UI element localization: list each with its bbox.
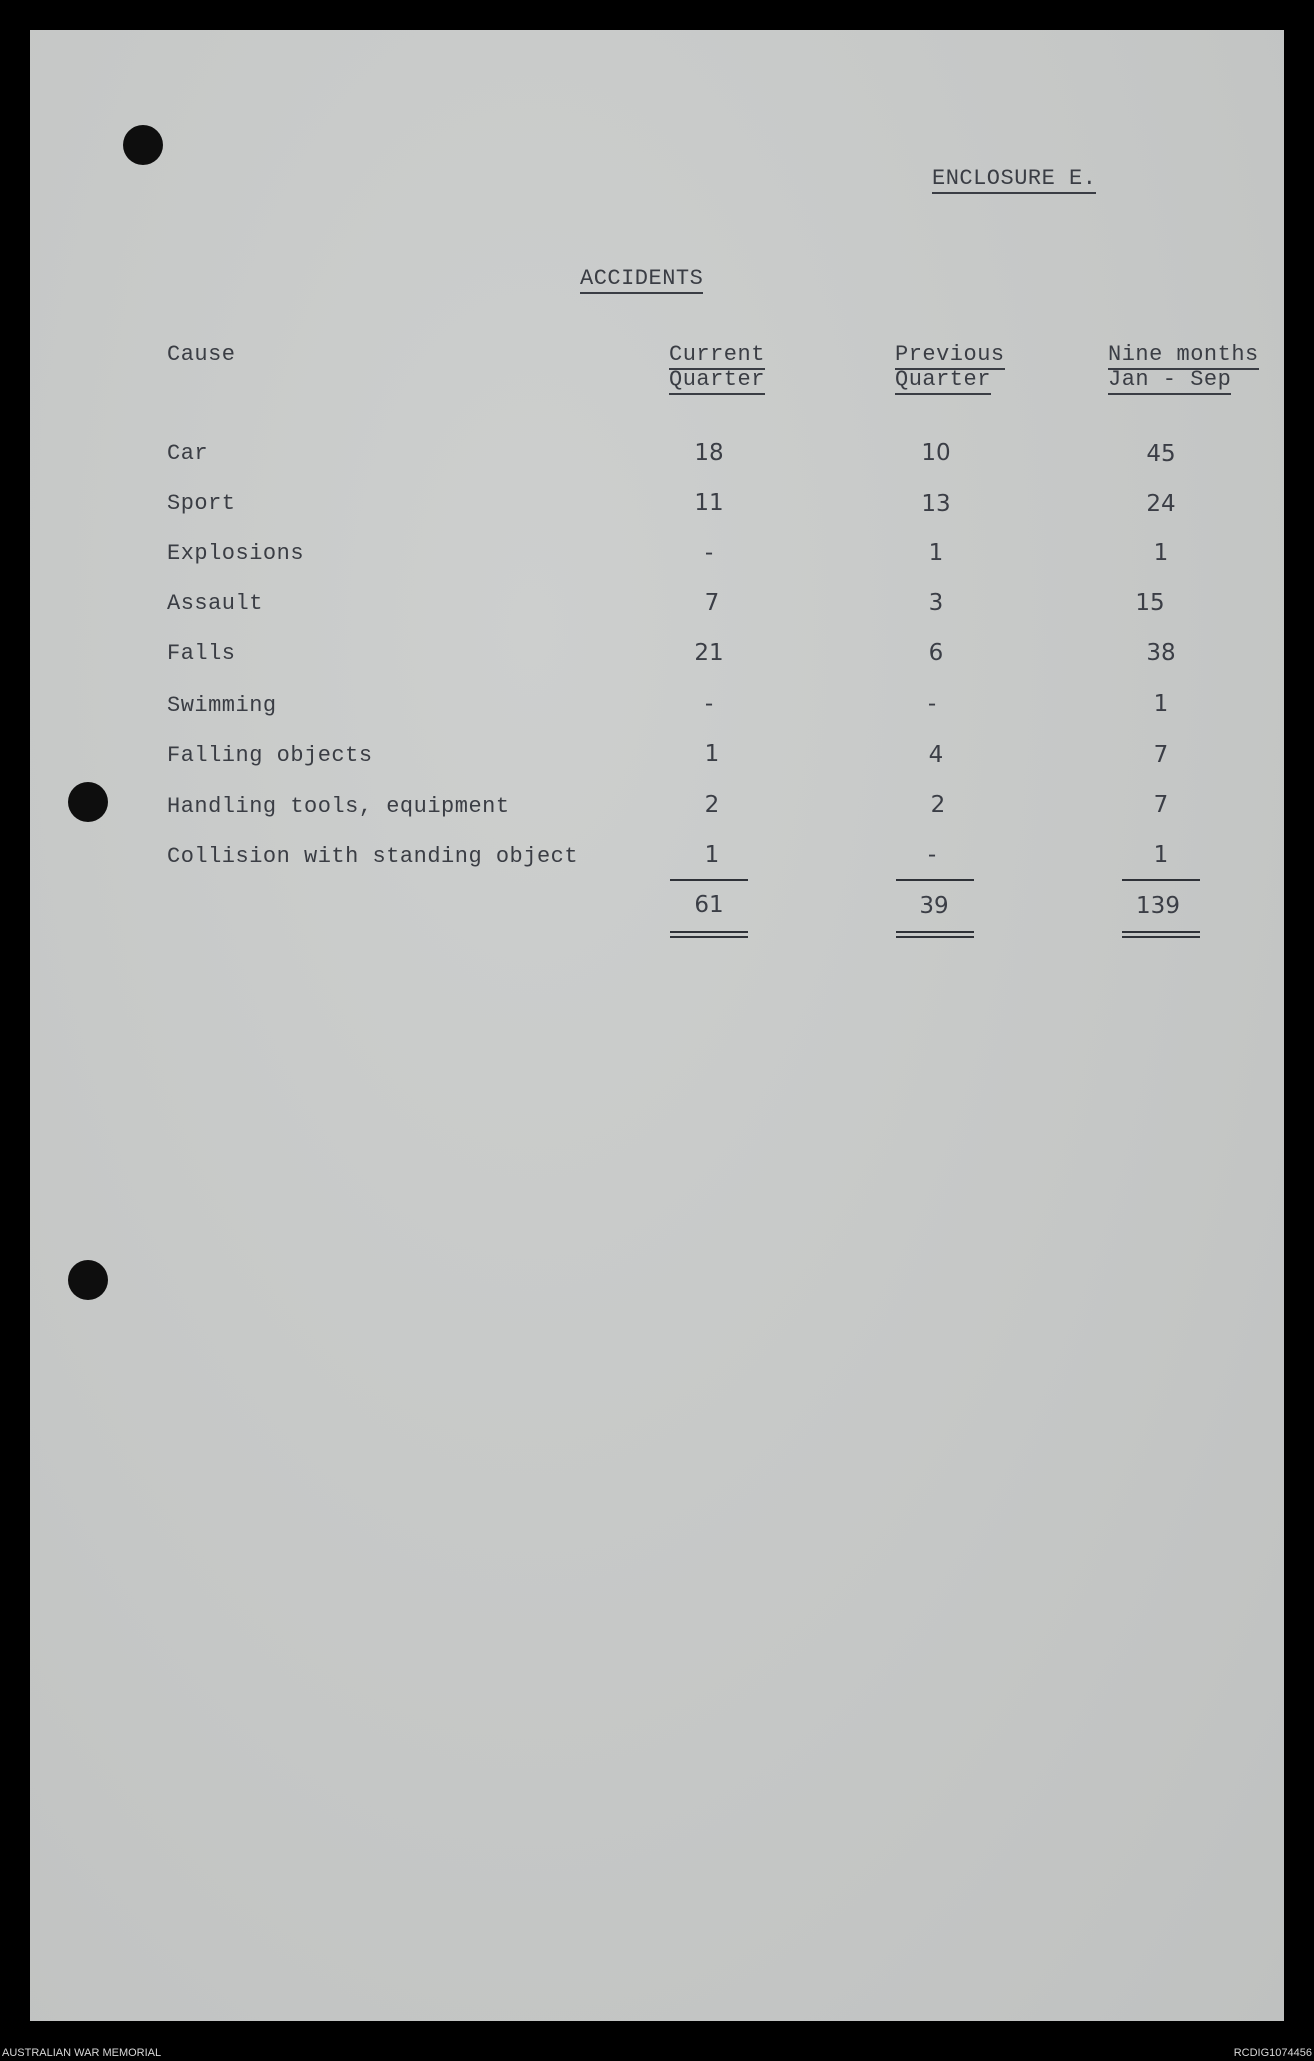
row-cause: Sport (167, 491, 236, 516)
row-previous: 1 (928, 540, 944, 566)
total-nine-months: 139 (1136, 893, 1180, 919)
footer-source-label: AUSTRALIAN WAR MEMORIAL (2, 2047, 162, 2059)
row-nine-months: 7 (1153, 792, 1169, 818)
row-nine-months: 45 (1146, 441, 1176, 467)
row-cause: Explosions (167, 541, 305, 566)
row-previous: 6 (928, 640, 944, 666)
row-previous: 4 (928, 742, 944, 768)
row-nine-months: 15 (1135, 590, 1165, 616)
row-cause: Collision with standing object (167, 844, 579, 869)
row-nine-months: 38 (1146, 640, 1176, 666)
punch-hole-top (123, 125, 163, 165)
total-double-rule-nine-months-b (1122, 936, 1200, 938)
row-current: 11 (694, 490, 724, 516)
total-current: 61 (694, 892, 724, 918)
subtotal-rule-previous (896, 879, 974, 881)
footer-item-id: RCDIG1074456 (1233, 2047, 1312, 2059)
row-current: 18 (694, 440, 724, 466)
total-previous: 39 (919, 893, 949, 919)
row-current: 21 (694, 640, 724, 666)
row-current: 1 (704, 842, 720, 868)
row-current: - (704, 540, 714, 566)
row-nine-months: 24 (1146, 491, 1176, 517)
punch-hole-middle (68, 782, 108, 822)
header-cause: Cause (167, 342, 236, 367)
total-double-rule-previous-a (896, 931, 974, 933)
total-double-rule-nine-months-a (1122, 931, 1200, 933)
total-double-rule-current-b (670, 936, 748, 938)
header-nine-months-line2: Jan - Sep (1108, 367, 1231, 395)
subtotal-rule-current (670, 879, 748, 881)
row-current: 1 (704, 741, 720, 767)
row-previous: 13 (921, 491, 951, 517)
subtotal-rule-nine-months (1122, 879, 1200, 881)
enclosure-label: ENCLOSURE E. (932, 166, 1096, 194)
row-cause: Falls (167, 641, 236, 666)
row-cause: Handling tools, equipment (167, 794, 510, 819)
header-previous-line2: Quarter (895, 367, 991, 395)
row-current: 2 (704, 792, 720, 818)
header-nine-months-line1: Nine months (1108, 342, 1259, 370)
row-nine-months: 1 (1153, 842, 1169, 868)
row-previous: 3 (928, 590, 944, 616)
row-previous: 10 (921, 440, 951, 466)
row-previous: 2 (930, 792, 946, 818)
page-title: ACCIDENTS (580, 266, 703, 294)
row-nine-months: 7 (1153, 742, 1169, 768)
total-double-rule-current-a (670, 931, 748, 933)
header-current-line2: Quarter (669, 367, 765, 395)
row-cause: Swimming (167, 693, 277, 718)
row-nine-months: 1 (1153, 540, 1169, 566)
total-double-rule-previous-b (896, 936, 974, 938)
row-cause: Assault (167, 591, 263, 616)
row-current: - (704, 691, 714, 717)
document-page (30, 30, 1284, 2021)
row-current: 7 (704, 590, 720, 616)
row-nine-months: 1 (1153, 691, 1169, 717)
row-cause: Car (167, 441, 209, 466)
row-previous: - (927, 842, 937, 868)
header-current-line1: Current (669, 342, 765, 370)
header-previous-line1: Previous (895, 342, 1005, 370)
row-previous: - (927, 691, 937, 717)
row-cause: Falling objects (167, 743, 373, 768)
punch-hole-bottom (68, 1260, 108, 1300)
